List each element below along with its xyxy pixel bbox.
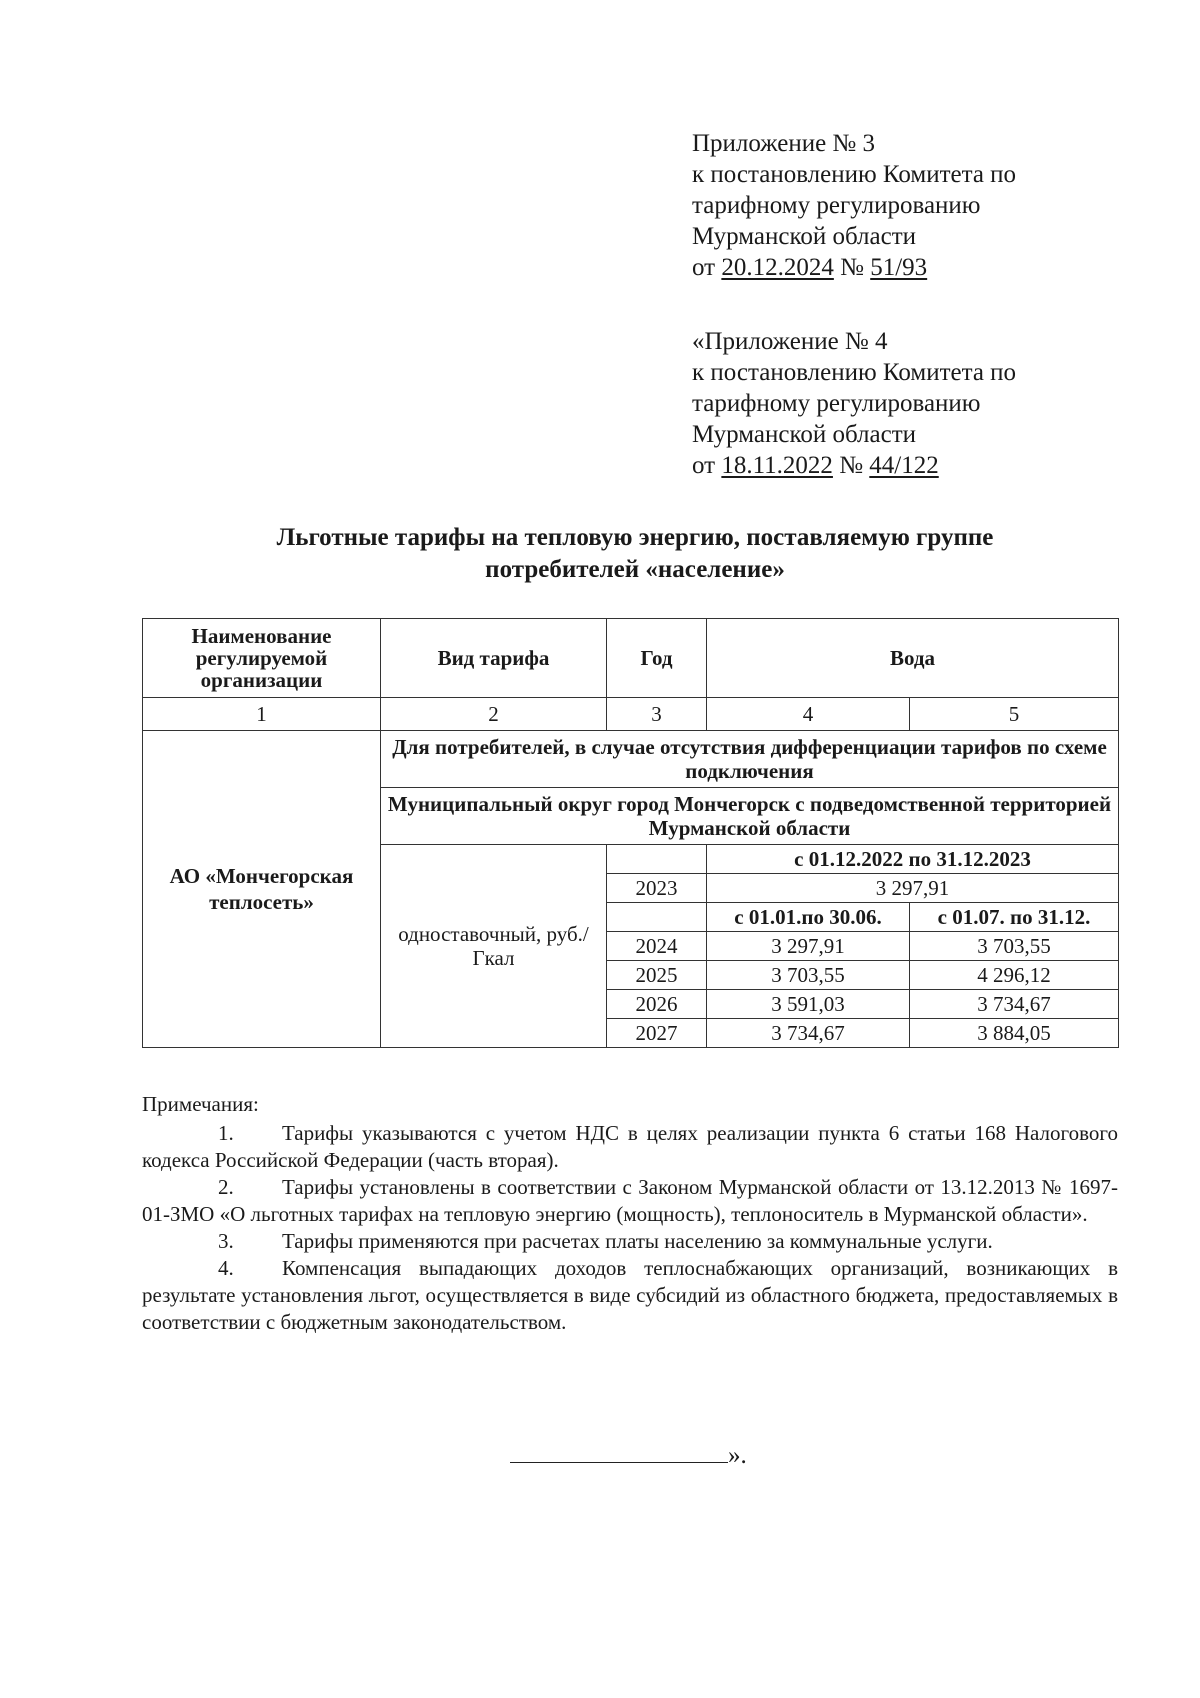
annex-title: «Приложение № 4 <box>692 328 888 355</box>
year-cell: 2027 <box>607 1019 707 1048</box>
annex-line: тарифному регулированию <box>692 192 981 219</box>
header-org: Наименование регулируемой организации <box>143 619 381 698</box>
tariff-value: 3 734,67 <box>910 990 1119 1019</box>
notes-heading: Примечания: <box>142 1092 259 1116</box>
annex-line: к постановлению Комитета по <box>692 359 1017 386</box>
signature-line <box>510 1440 728 1463</box>
annex-number: 44/122 <box>869 452 939 479</box>
year-cell: 2025 <box>607 961 707 990</box>
year-cell: 2023 <box>607 874 707 903</box>
period-label: с 01.01.по 30.06. <box>707 903 910 932</box>
tariff-value: 3 297,91 <box>707 874 1119 903</box>
annex-title: Приложение № 3 <box>692 130 876 157</box>
note-item: 2. Тарифы установлены в соответствии с Законом Мурманской области от 13.12.2013 № 1697-01-ЗМО «О льготных тарифах на тепловую энергию (мощность), теплоноситель в Мурманской области». <box>142 1175 1118 1226</box>
period-label: с 01.12.2022 по 31.12.2023 <box>707 845 1119 874</box>
note-item: 1. Тарифы указываются с учетом НДС в целях реализации пункта 6 статьи 168 Налогового кодекса Российской Федерации (часть вторая). <box>142 1121 1118 1172</box>
tariff-value: 3 297,91 <box>707 932 910 961</box>
year-cell: 2024 <box>607 932 707 961</box>
section-consumers: Для потребителей, в случае отсутствия дифференциации тарифов по схеме подключения <box>381 731 1119 788</box>
col-number: 1 <box>143 698 381 731</box>
annex-line: Мурманской области <box>692 421 917 448</box>
annex-date-line: от 20.12.2024 № 51/93 <box>692 254 928 281</box>
col-number: 3 <box>607 698 707 731</box>
tariff-table <box>142 618 1119 1048</box>
tariff-value: 3 734,67 <box>707 1019 910 1048</box>
tariff-type-cell: одноставочный, руб./Гкал <box>381 845 607 1048</box>
header-water: Вода <box>707 619 1119 698</box>
column-number-row <box>143 698 1119 731</box>
annex-line: Мурманской области <box>692 223 917 250</box>
tariff-value: 3 703,55 <box>910 932 1119 961</box>
note-item: 4. Компенсация выпадающих доходов теплоснабжающих организаций, возникающих в результате установления льгот, осуществляется в виде субсидий из областного бюджета, предоставляемых в соответствии с бюджетным законодательством. <box>142 1256 1118 1334</box>
year-cell: 2026 <box>607 990 707 1019</box>
tariff-value: 3 884,05 <box>910 1019 1119 1048</box>
organization-name: АО «Мончегорская теплосеть» <box>143 731 381 1048</box>
col-number: 2 <box>381 698 607 731</box>
annex-header-current <box>692 128 1016 283</box>
annex-header-amended <box>692 326 1016 481</box>
annex-date-line: от 18.11.2022 № 44/122 <box>692 452 939 479</box>
annex-line: тарифному регулированию <box>692 390 981 417</box>
section-row <box>143 731 1119 788</box>
period-label: с 01.07. по 31.12. <box>910 903 1119 932</box>
header-tariff-type: Вид тарифа <box>381 619 607 698</box>
tariff-value: 4 296,12 <box>910 961 1119 990</box>
header-year: Год <box>607 619 707 698</box>
col-number: 4 <box>707 698 910 731</box>
annex-date: 20.12.2024 <box>721 254 834 281</box>
closing-mark: ». <box>510 1440 747 1470</box>
col-number: 5 <box>910 698 1119 731</box>
note-item: 3. Тарифы применяются при расчетах платы населению за коммунальные услуги. <box>218 1229 993 1253</box>
document-title: Льготные тарифы на тепловую энергию, поставляемую группе потребителей «население» <box>276 524 994 583</box>
notes-section <box>142 1091 1118 1336</box>
tariff-value: 3 703,55 <box>707 961 910 990</box>
annex-date: 18.11.2022 <box>721 452 833 479</box>
table-header-row <box>143 619 1119 698</box>
annex-line: к постановлению Комитета по <box>692 161 1017 188</box>
annex-number: 51/93 <box>870 254 928 281</box>
tariff-value: 3 591,03 <box>707 990 910 1019</box>
section-territory: Муниципальный округ город Мончегорск с подведомственной территорией Мурманской области <box>381 788 1119 845</box>
